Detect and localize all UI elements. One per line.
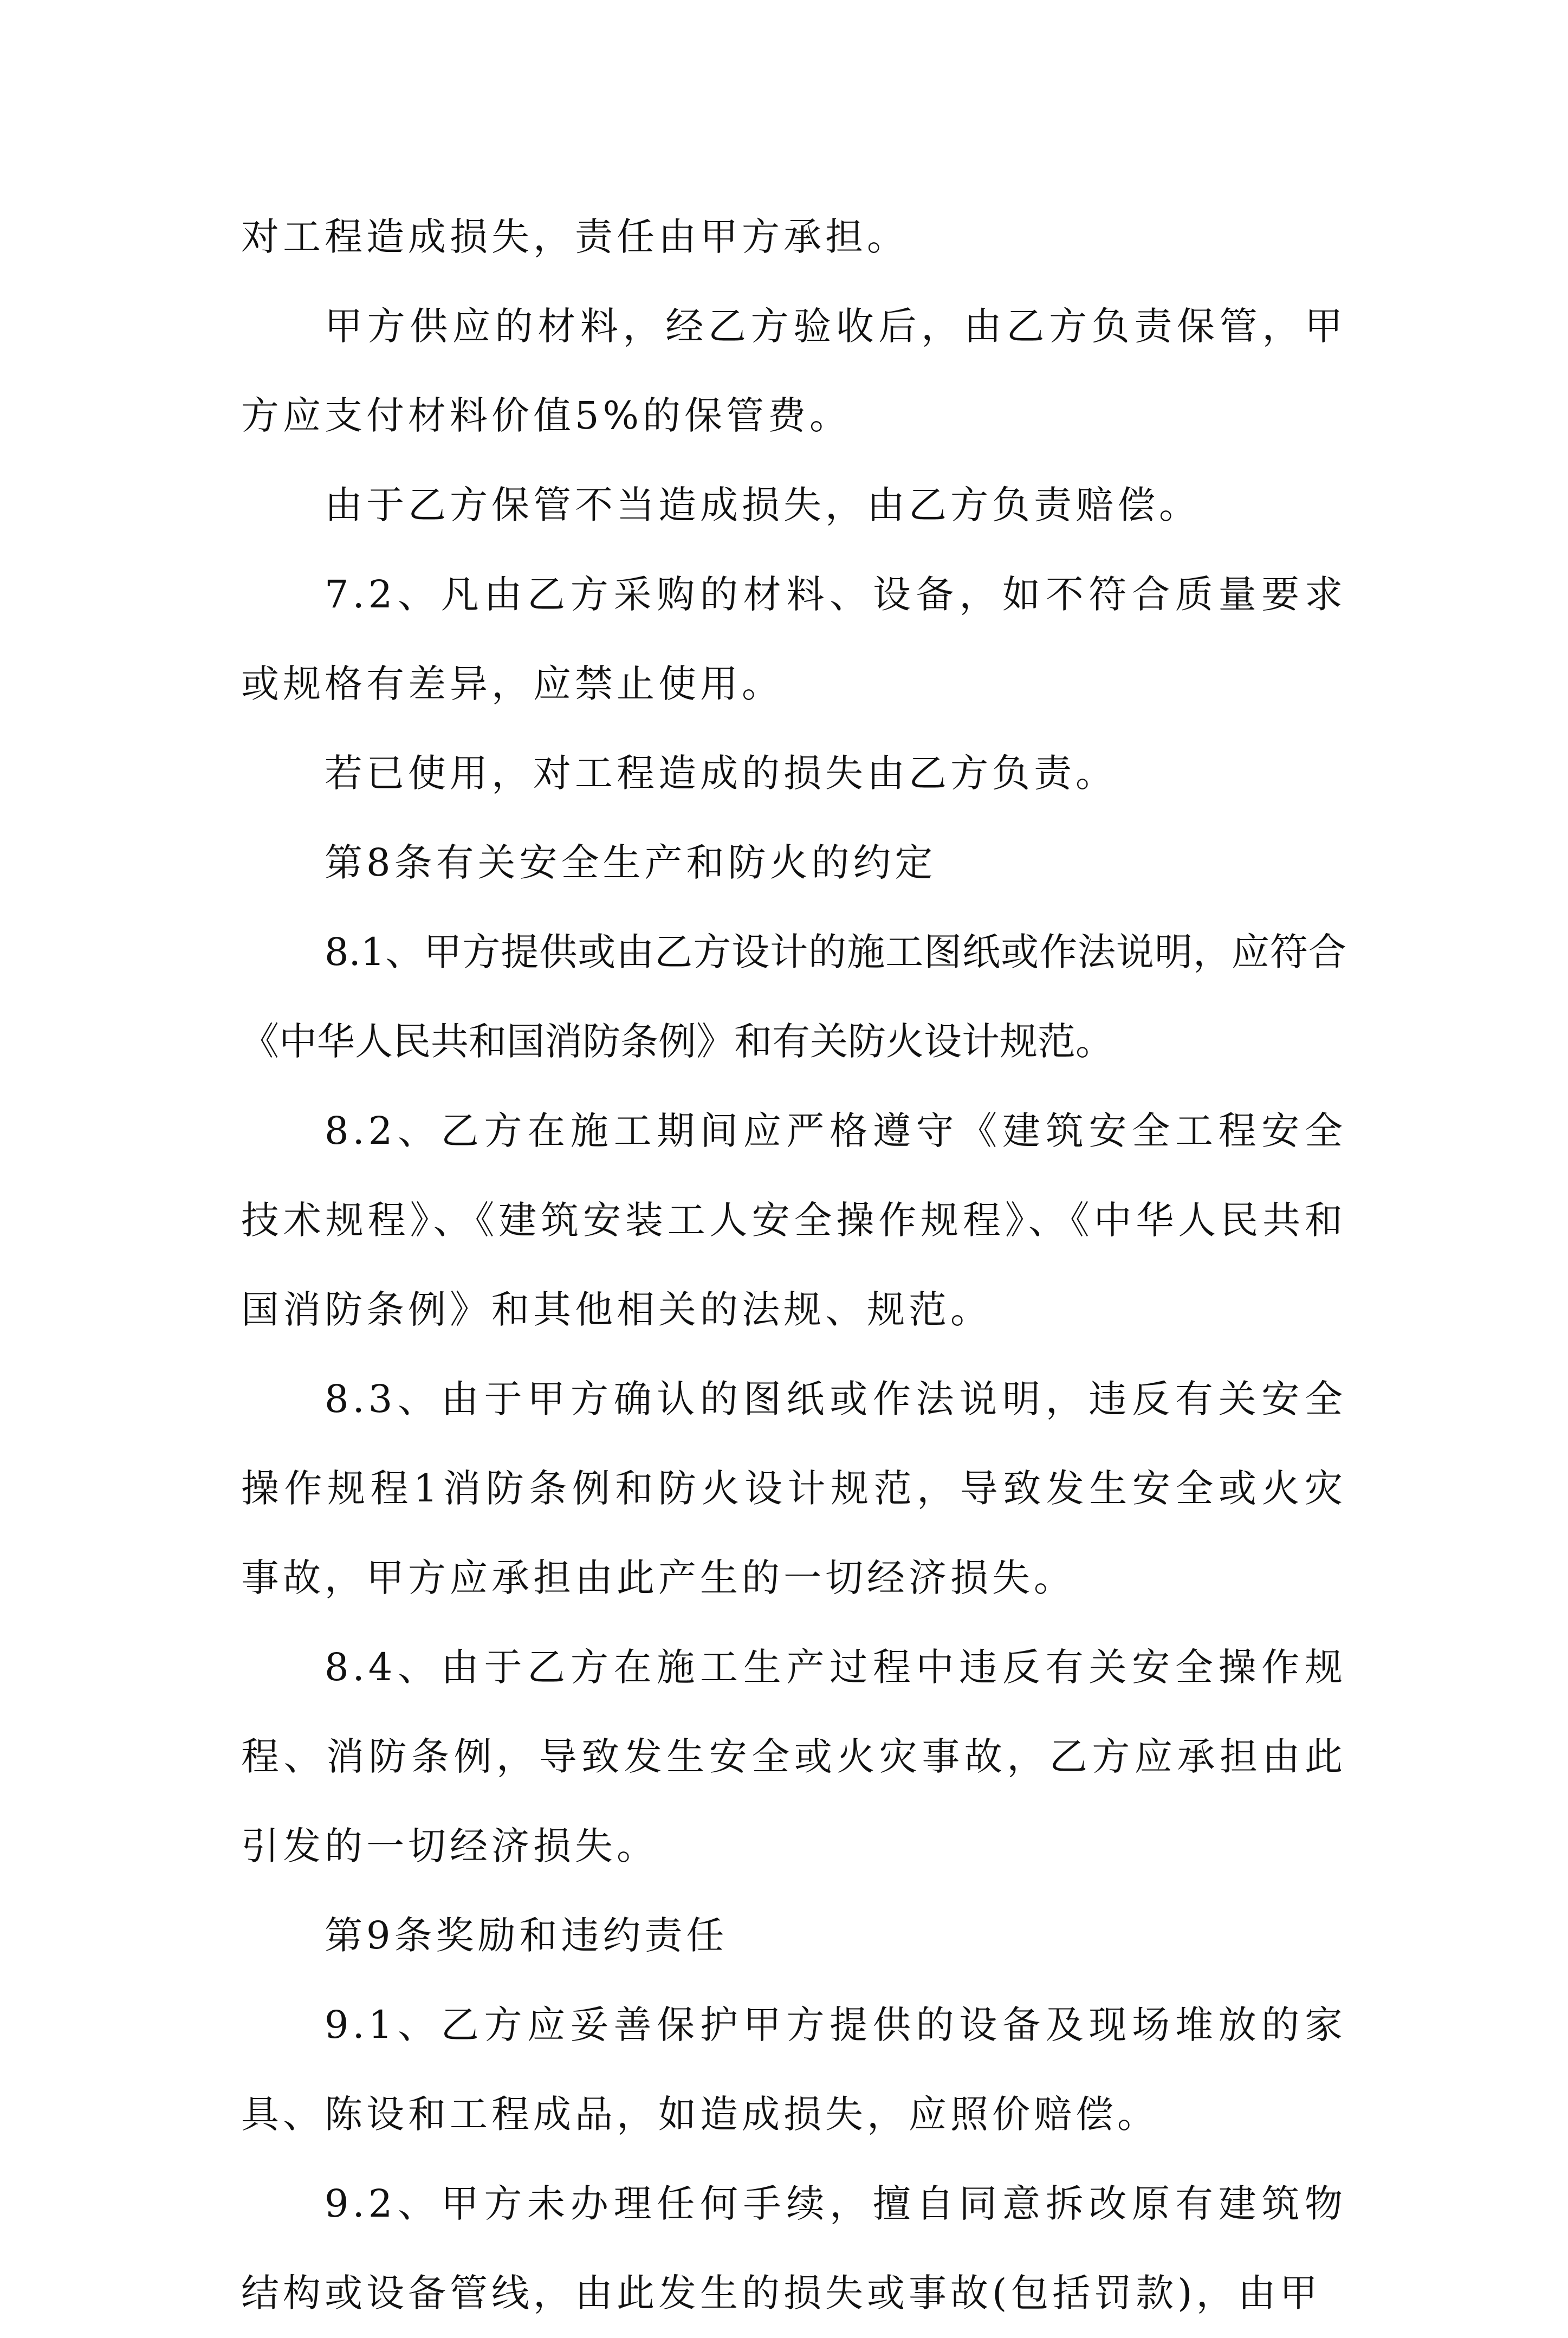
paragraph: 若已使用，对工程造成的损失由乙方负责。 [325,751,1117,795]
paragraph: 7.2、凡由乙方采购的材料、设备，如不符合质量要求或规格有差异，应禁止使用。 [241,572,1346,706]
document-body [241,192,1346,2338]
paragraph: 8.3、由于甲方确认的图纸或作法说明，违反有关安全操作规程1消防条例和防火设计规范，导致发生安全或火灾事故，甲方应承担由此产生的一切经济损失。 [241,1377,1346,1600]
paragraph: 8.2、乙方在施工期间应严格遵守《建筑安全工程安全技术规程》、《建筑安装工人安全操作规程》、《中华人民共和国消防条例》和其他相关的法规、规范。 [241,1109,1346,1332]
paragraph: 9.1、乙方应妥善保护甲方提供的设备及现场堆放的家具、陈设和工程成品，如造成损失，应照价赔偿。 [241,2003,1346,2136]
section-heading: 第9条奖励和违约责任 [325,1913,728,1958]
paragraph: 8.4、由于乙方在施工生产过程中违反有关安全操作规程、消防条例，导致发生安全或火灾事故，乙方应承担由此引发的一切经济损失。 [241,1645,1346,1868]
paragraph: 甲方供应的材料，经乙方验收后，由乙方负责保管，甲方应支付材料价值5%的保管费。 [241,304,1346,438]
paragraph: 对工程造成损失，责任由甲方承担。 [241,215,909,259]
paragraph: 8.1、甲方提供或由乙方设计的施工图纸或作法说明，应符合《中华人民共和国消防条例》和有关防火设计规范。 [241,930,1346,1064]
section-heading: 第8条有关安全生产和防火的约定 [325,840,937,885]
paragraph: 由于乙方保管不当造成损失，由乙方负责赔偿。 [325,483,1201,527]
paragraph: 9.2、甲方未办理任何手续，擅自同意拆改原有建筑物结构或设备管线，由此发生的损失或事故(包括罚款)，由甲 [241,2181,1346,2315]
